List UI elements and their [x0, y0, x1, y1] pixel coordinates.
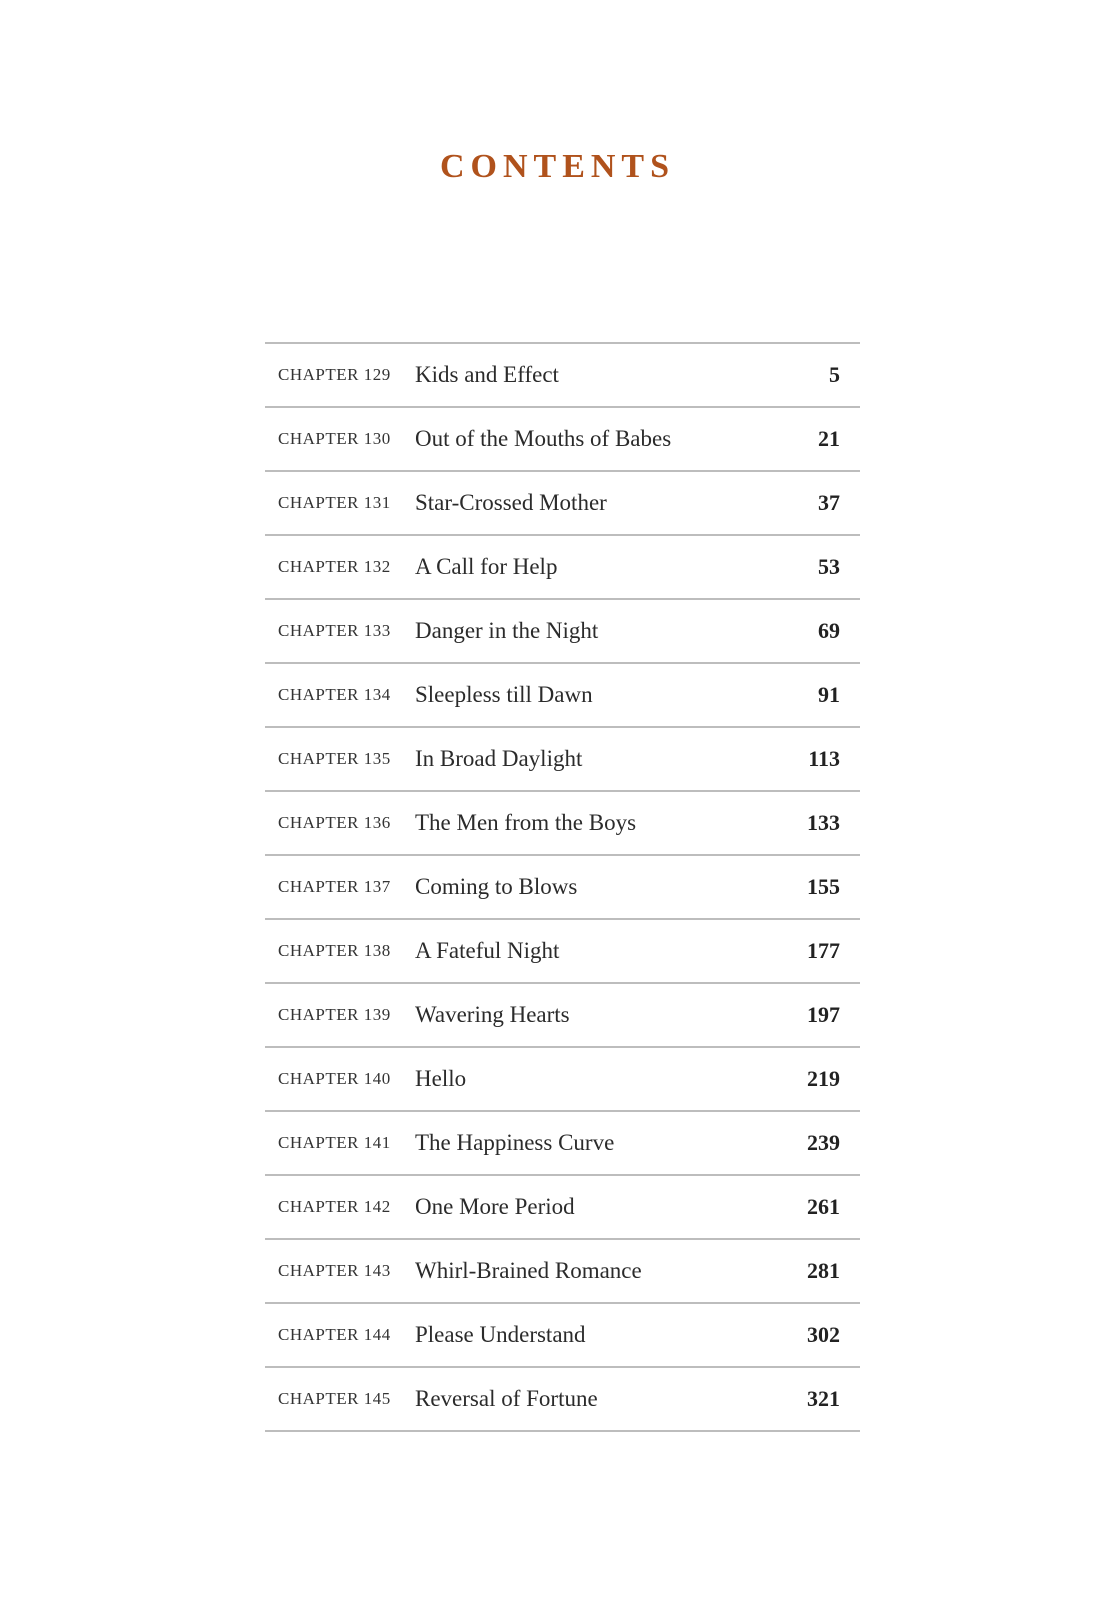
chapter-page-number: 113	[808, 746, 840, 771]
chapter-title: In Broad Daylight	[415, 746, 583, 771]
table-of-contents	[265, 342, 860, 1432]
chapter-title: Danger in the Night	[415, 618, 599, 643]
chapter-label: CHAPTER 143	[278, 1261, 391, 1280]
chapter-page-number: 177	[807, 938, 840, 963]
chapter-title: The Happiness Curve	[415, 1130, 615, 1155]
chapter-label: CHAPTER 139	[278, 1005, 391, 1024]
toc-row-144[interactable]	[265, 1304, 860, 1368]
chapter-title: Whirl-Brained Romance	[415, 1258, 642, 1283]
toc-row-131[interactable]	[265, 472, 860, 536]
chapter-page-number: 155	[807, 874, 840, 899]
chapter-label: CHAPTER 132	[278, 557, 391, 576]
chapter-label: CHAPTER 130	[278, 429, 391, 448]
toc-row-130[interactable]	[265, 408, 860, 472]
chapter-page-number: 197	[807, 1002, 840, 1027]
toc-row-133[interactable]	[265, 600, 860, 664]
chapter-title: Star-Crossed Mother	[415, 490, 607, 515]
chapter-page-number: 302	[807, 1322, 840, 1347]
chapter-label: CHAPTER 140	[278, 1069, 391, 1088]
toc-row-145[interactable]	[265, 1368, 860, 1432]
chapter-page-number: 133	[807, 810, 840, 835]
chapter-title: A Fateful Night	[415, 938, 560, 963]
chapter-title: Hello	[415, 1066, 467, 1091]
chapter-title: The Men from the Boys	[415, 810, 637, 835]
toc-row-138[interactable]	[265, 920, 860, 984]
toc-row-136[interactable]	[265, 792, 860, 856]
chapter-label: CHAPTER 138	[278, 941, 391, 960]
chapter-page-number: 5	[829, 362, 840, 387]
chapter-page-number: 281	[807, 1258, 840, 1283]
chapter-title: Wavering Hearts	[415, 1002, 570, 1027]
chapter-label: CHAPTER 145	[278, 1389, 391, 1408]
toc-row-143[interactable]	[265, 1240, 860, 1304]
chapter-label: CHAPTER 142	[278, 1197, 391, 1216]
chapter-title: A Call for Help	[415, 554, 558, 579]
chapter-page-number: 53	[818, 554, 840, 579]
chapter-page-number: 37	[818, 490, 840, 515]
chapter-label: CHAPTER 133	[278, 621, 391, 640]
page-title: CONTENTS	[439, 148, 676, 185]
toc-row-129[interactable]	[265, 344, 860, 408]
toc-row-141[interactable]	[265, 1112, 860, 1176]
chapter-label: CHAPTER 134	[278, 685, 391, 704]
toc-row-142[interactable]	[265, 1176, 860, 1240]
chapter-label: CHAPTER 135	[278, 749, 391, 768]
toc-row-139[interactable]	[265, 984, 860, 1048]
chapter-label: CHAPTER 144	[278, 1325, 391, 1344]
chapter-page-number: 321	[807, 1386, 840, 1411]
chapter-page-number: 219	[807, 1066, 840, 1091]
chapter-label: CHAPTER 129	[278, 365, 391, 384]
chapter-label: CHAPTER 136	[278, 813, 391, 832]
chapter-title: Sleepless till Dawn	[415, 682, 593, 707]
toc-row-135[interactable]	[265, 728, 860, 792]
chapter-page-number: 21	[818, 426, 840, 451]
toc-row-140[interactable]	[265, 1048, 860, 1112]
chapter-page-number: 69	[818, 618, 840, 643]
chapter-label: CHAPTER 131	[278, 493, 391, 512]
chapter-label: CHAPTER 141	[278, 1133, 391, 1152]
chapter-title: Please Understand	[415, 1322, 586, 1347]
toc-row-137[interactable]	[265, 856, 860, 920]
chapter-title: Kids and Effect	[415, 362, 559, 387]
chapter-page-number: 91	[818, 682, 840, 707]
chapter-page-number: 239	[807, 1130, 840, 1155]
chapter-title: Coming to Blows	[415, 874, 578, 899]
chapter-title: One More Period	[415, 1194, 575, 1219]
chapter-title: Out of the Mouths of Babes	[415, 426, 672, 451]
toc-row-134[interactable]	[265, 664, 860, 728]
chapter-label: CHAPTER 137	[278, 877, 391, 896]
toc-row-132[interactable]	[265, 536, 860, 600]
chapter-page-number: 261	[807, 1194, 840, 1219]
chapter-title: Reversal of Fortune	[415, 1386, 598, 1411]
